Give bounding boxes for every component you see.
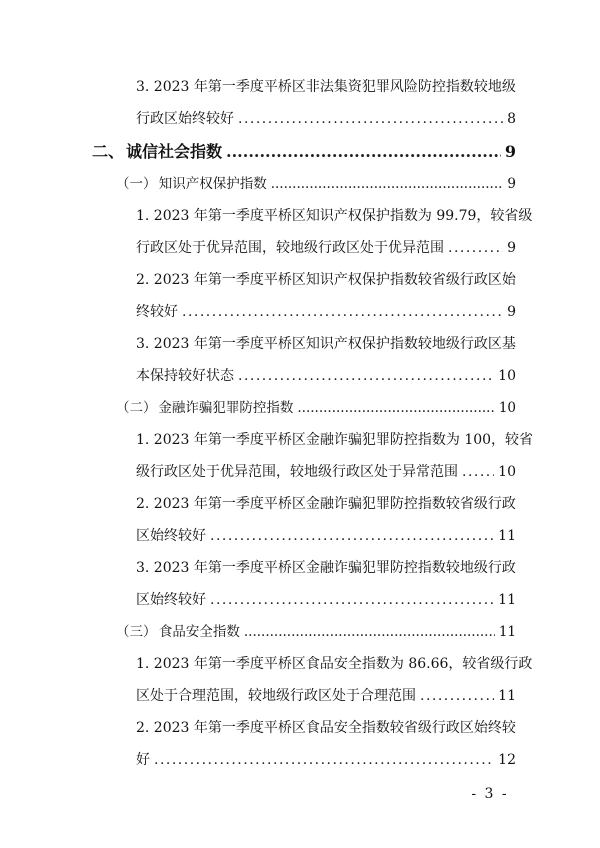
page-number: 10 [498,368,516,384]
heading-title: 金融诈骗犯罪防控指数 [158,400,294,416]
toc-entry-line[interactable] [136,366,516,386]
leader-dots [462,462,494,482]
toc-heading-2[interactable] [116,622,516,642]
toc-entry-text: 行政区处于优异范围，较地级行政区处于优异范围 [136,240,444,256]
toc-heading-1[interactable] [92,142,516,162]
toc-entry-line[interactable] [136,238,516,258]
toc-entry-line[interactable] [136,558,516,578]
heading-title: 食品安全指数 [158,624,240,640]
page-number: 11 [498,688,516,704]
leader-dots [182,302,503,322]
page-number: 11 [498,592,516,608]
leader-dots [226,142,501,162]
page-number: 9 [507,176,516,192]
page-number: 11 [498,624,516,640]
toc-entry-text: 3. 2023 年第一季度平桥区非法集资犯罪风险防控指数较地级 [136,79,516,95]
toc-entry-text: 好 [136,752,150,768]
page-number: 11 [498,528,516,544]
toc-heading-2[interactable] [116,398,516,418]
toc-entry-text: 1. 2023 年第一季度平桥区食品安全指数为 86.66，较省级行政 [136,656,533,672]
toc-entry-line[interactable] [136,302,516,322]
footer-page-number: - 3 - [471,786,509,802]
heading-number: （一） [116,176,157,192]
heading-number: （三） [116,624,157,640]
page-number: 9 [507,304,516,320]
leader-dots [297,398,494,418]
toc-entry-text: 区始终较好 [136,528,206,544]
toc-entry-text: 区始终较好 [136,592,206,608]
toc-entry-line[interactable] [136,718,516,738]
leader-dots [244,622,495,642]
leader-dots [154,750,494,770]
toc-entry-line[interactable] [136,686,516,706]
leader-dots [448,238,503,258]
page-number: 9 [507,240,516,256]
toc-entry-line[interactable] [136,109,516,129]
heading-number: 二、 [92,142,125,161]
heading-title: 知识产权保护指数 [158,176,267,192]
toc-entry-text: 本保持较好状态 [136,368,234,384]
toc-entry-line[interactable] [136,206,533,226]
leader-dots [210,526,494,546]
page-number: 10 [498,464,516,480]
toc-entry-text: 2. 2023 年第一季度平桥区食品安全指数较省级行政区始终较 [136,720,516,736]
toc-entry-line[interactable] [136,654,533,674]
toc-entry-text: 区处于合理范围，较地级行政区处于合理范围 [136,688,416,704]
leader-dots [271,174,504,194]
heading-number: （二） [116,400,157,416]
leader-dots [420,686,494,706]
leader-dots [210,590,494,610]
toc-entry-line[interactable] [136,430,534,450]
toc-entry-line[interactable] [136,270,516,290]
page-number: 9 [504,142,516,161]
toc-entry-line[interactable] [136,462,516,482]
toc-entry-line[interactable] [136,77,516,97]
page-number: 10 [498,400,516,416]
toc-entry-text: 2. 2023 年第一季度平桥区知识产权保护指数较省级行政区始 [136,272,516,288]
toc-entry-line[interactable] [136,526,516,546]
toc-heading-2[interactable] [116,174,516,194]
toc-entry-text: 终较好 [136,304,178,320]
toc-entry-line[interactable] [136,494,516,514]
toc-entry-text: 3. 2023 年第一季度平桥区知识产权保护指数较地级行政区基 [136,336,516,352]
toc-entry-text: 1. 2023 年第一季度平桥区金融诈骗犯罪防控指数为 100，较省 [136,432,534,448]
toc-entry-text: 行政区始终较好 [136,111,234,127]
toc-entry-text: 3. 2023 年第一季度平桥区金融诈骗犯罪防控指数较地级行政 [136,560,516,576]
toc-entry-line[interactable] [136,590,516,610]
toc-entry-text: 2. 2023 年第一季度平桥区金融诈骗犯罪防控指数较省级行政 [136,496,516,512]
toc-entry-line[interactable] [136,334,516,354]
toc-entry-text: 级行政区处于优异范围，较地级行政区处于异常范围 [136,464,458,480]
page-number: 8 [507,111,516,127]
leader-dots [238,109,503,129]
page-number: 12 [498,752,516,768]
toc-entry-text: 1. 2023 年第一季度平桥区知识产权保护指数为 99.79，较省级 [136,208,533,224]
toc-entry-line[interactable] [136,750,516,770]
heading-title: 诚信社会指数 [126,142,223,161]
leader-dots [238,366,494,386]
